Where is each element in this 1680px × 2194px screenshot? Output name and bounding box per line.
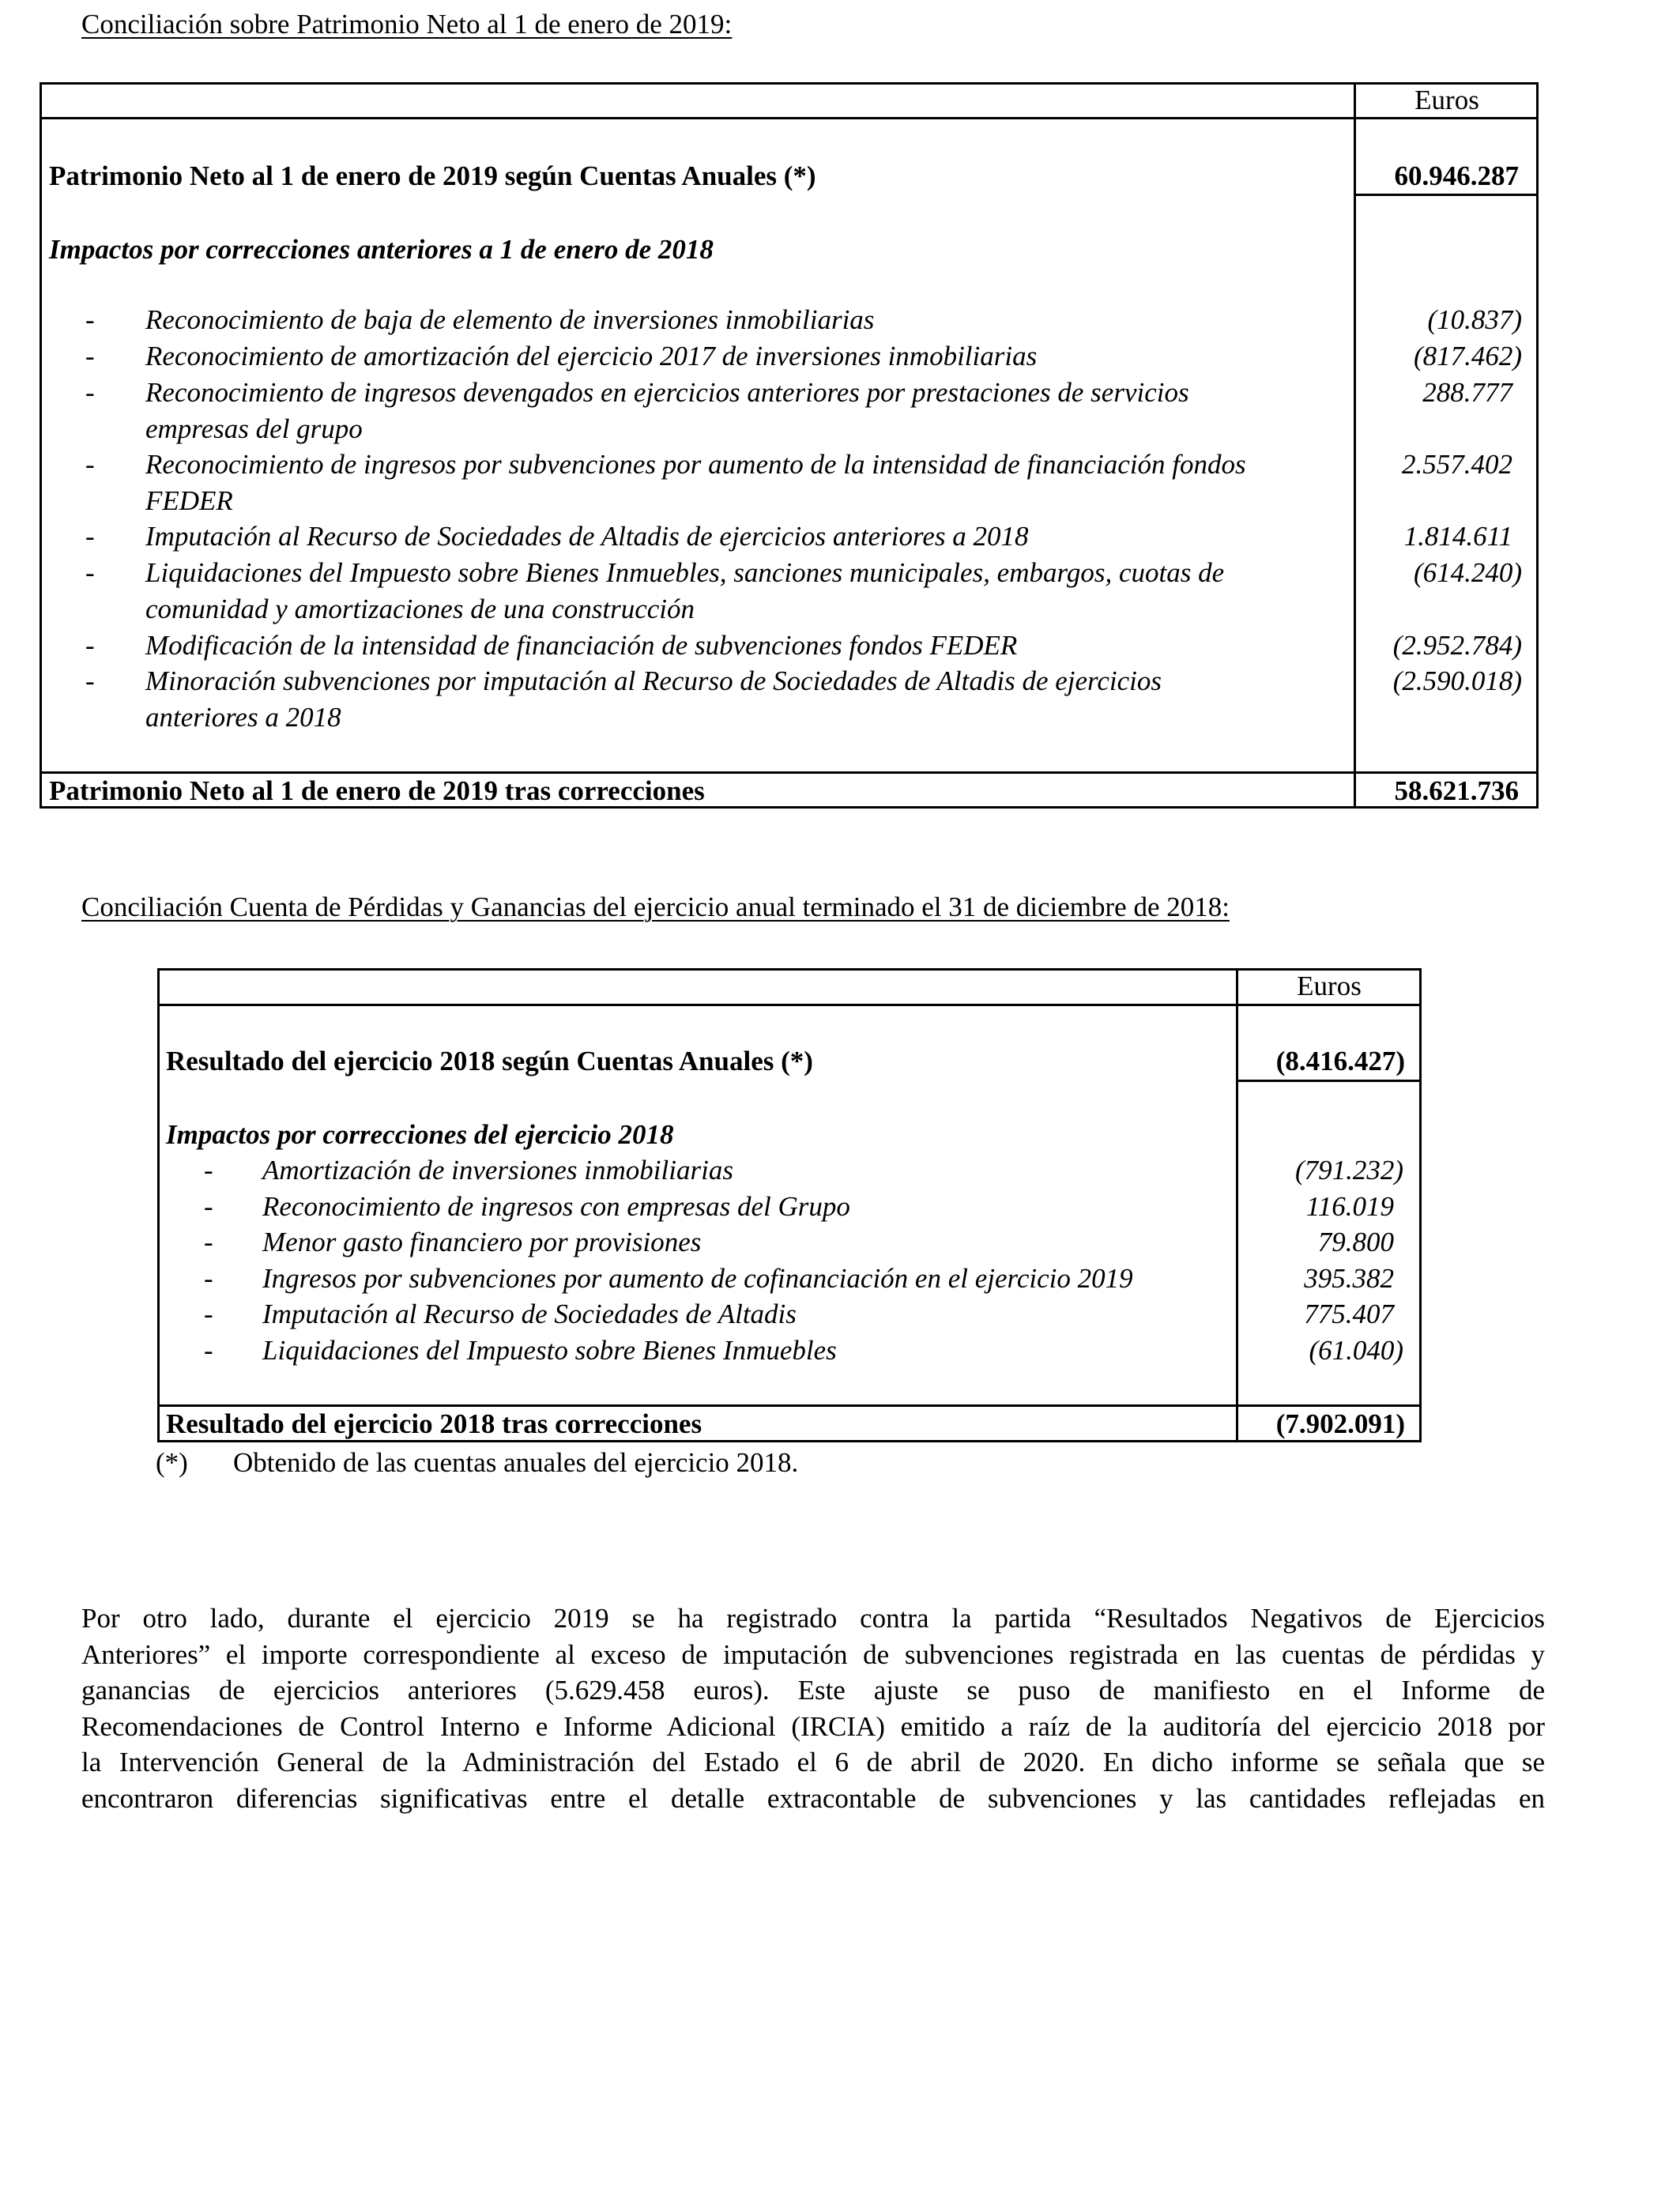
paragraph-line: la Intervención General de la Administración del Estado el 6 de abril de 2020. En dicho informe se señala que se [81, 1747, 1545, 1778]
item-label: Reconocimiento de ingresos devengados en ejercicios anteriores por prestaciones de servicios [145, 377, 1189, 408]
bullet-dash: - [85, 557, 95, 588]
bullet-dash: - [204, 1191, 213, 1222]
item-value: 1.814.611 [1403, 521, 1512, 552]
item-label: Imputación al Recurso de Sociedades de Altadis [262, 1299, 797, 1329]
paragraph-line: Anteriores” el importe correspondiente al exceso de imputación de subvenciones registrada en las cuentas de pérdidas y [81, 1638, 1545, 1670]
item-label: Reconocimiento de baja de elemento de inversiones inmobiliarias [145, 304, 875, 335]
item-label: Reconocimiento de ingresos por subvenciones por aumento de la intensidad de financiación fondos [145, 449, 1246, 480]
table1-opening-label: Patrimonio Neto al 1 de enero de 2019 según Cuentas Anuales (*) [49, 160, 816, 191]
section2-title: Conciliación Cuenta de Pérdidas y Ganancias del ejercicio anual terminado el 31 de diciembre de 2018: [81, 892, 1230, 922]
bullet-dash: - [204, 1335, 213, 1366]
paragraph-line: ganancias de ejercicios anteriores (5.629.458 euros). Este ajuste se puso de manifiesto en el Informe de [81, 1675, 1545, 1706]
item-value: 775.407 [1304, 1299, 1394, 1329]
item-value: 395.382 [1304, 1263, 1394, 1294]
table1-column-divider [1354, 82, 1356, 809]
item-label: Amortización de inversiones inmobiliarias [262, 1155, 733, 1186]
table1-impacts-heading: Impactos por correcciones anteriores a 1 de enero de 2018 [49, 234, 714, 265]
bullet-dash: - [85, 630, 95, 661]
table2-closing-value: (7.902.091) [1275, 1408, 1405, 1439]
item-label: Ingresos por subvenciones por aumento de cofinanciación en el ejercicio 2019 [262, 1263, 1133, 1294]
table2-impacts-heading: Impactos por correcciones del ejercicio 2018 [166, 1119, 674, 1150]
table1-opening-value: 60.946.287 [1394, 160, 1519, 191]
paragraph-line: Por otro lado, durante el ejercicio 2019 se ha registrado contra la partida “Resultados Negativos de Ejercicios [81, 1603, 1545, 1634]
item-value: 116.019 [1305, 1191, 1394, 1222]
item-value: 2.557.402 [1402, 449, 1512, 480]
item-value: (2.952.784) [1392, 630, 1522, 661]
table1-closing-value: 58.621.736 [1394, 775, 1519, 806]
item-label: Minoración subvenciones por imputación al Recurso de Sociedades de Altadis de ejercicios [145, 665, 1162, 696]
paragraph-line: encontraron diferencias significativas entre el detalle extracontable de subvenciones y las cantidades reflejadas en [81, 1782, 1545, 1814]
bullet-dash: - [204, 1155, 213, 1186]
footnote-mark: (*) [156, 1447, 188, 1478]
paragraph-line: Recomendaciones de Control Interno e Informe Adicional (IRCIA) emitido a raíz de la auditoría del ejercicio 2018 por [81, 1710, 1545, 1742]
item-label-continuation: comunidad y amortizaciones de una construcción [145, 594, 695, 624]
body-paragraph [81, 1600, 1545, 1817]
table2-header-divider [157, 1004, 1422, 1006]
item-value: 288.777 [1422, 377, 1512, 408]
item-label: Reconocimiento de ingresos con empresas del Grupo [262, 1191, 850, 1222]
item-label-continuation: anteriores a 2018 [145, 702, 341, 733]
item-value: (614.240) [1413, 557, 1522, 588]
table2-opening-label: Resultado del ejercicio 2018 según Cuentas Anuales (*) [166, 1046, 813, 1076]
bullet-dash: - [204, 1227, 213, 1257]
item-label: Imputación al Recurso de Sociedades de Altadis de ejercicios anteriores a 2018 [145, 521, 1029, 552]
footnote-text: Obtenido de las cuentas anuales del ejercicio 2018. [233, 1447, 799, 1478]
bullet-dash: - [85, 341, 95, 371]
table1-header-divider [40, 117, 1539, 119]
item-label: Menor gasto financiero por provisiones [262, 1227, 702, 1257]
bullet-dash: - [85, 521, 95, 552]
item-value: (10.837) [1427, 304, 1522, 335]
section1-title: Conciliación sobre Patrimonio Neto al 1 de enero de 2019: [81, 9, 733, 40]
table2-column-divider [1236, 968, 1238, 1442]
table1-closing-label: Patrimonio Neto al 1 de enero de 2019 tras correcciones [49, 775, 705, 806]
bullet-dash: - [85, 377, 95, 408]
bullet-dash: - [204, 1263, 213, 1294]
bullet-dash: - [85, 449, 95, 480]
item-label: Reconocimiento de amortización del ejercicio 2017 de inversiones inmobiliarias [145, 341, 1038, 371]
bullet-dash: - [85, 665, 95, 696]
item-value: (2.590.018) [1392, 665, 1522, 696]
bullet-dash: - [204, 1299, 213, 1329]
item-value: (61.040) [1309, 1335, 1403, 1366]
bullet-dash: - [85, 304, 95, 335]
table2-opening-value: (8.416.427) [1275, 1046, 1405, 1076]
table2-opening-value-underline [1236, 1080, 1422, 1082]
item-label: Liquidaciones del Impuesto sobre Bienes Inmuebles, sanciones municipales, embargos, cuotas de [145, 557, 1225, 588]
item-label-continuation: empresas del grupo [145, 413, 363, 444]
item-label: Liquidaciones del Impuesto sobre Bienes Inmuebles [262, 1335, 837, 1366]
item-value: 79.800 [1317, 1227, 1394, 1257]
item-label-continuation: FEDER [145, 485, 233, 516]
table1-column-header: Euros [1414, 85, 1479, 115]
table2-column-header: Euros [1297, 971, 1362, 1001]
item-value: (817.462) [1413, 341, 1522, 371]
table2-closing-label: Resultado del ejercicio 2018 tras correcciones [166, 1408, 703, 1439]
item-value: (791.232) [1294, 1155, 1403, 1186]
item-label: Modificación de la intensidad de financiación de subvenciones fondos FEDER [145, 630, 1018, 661]
